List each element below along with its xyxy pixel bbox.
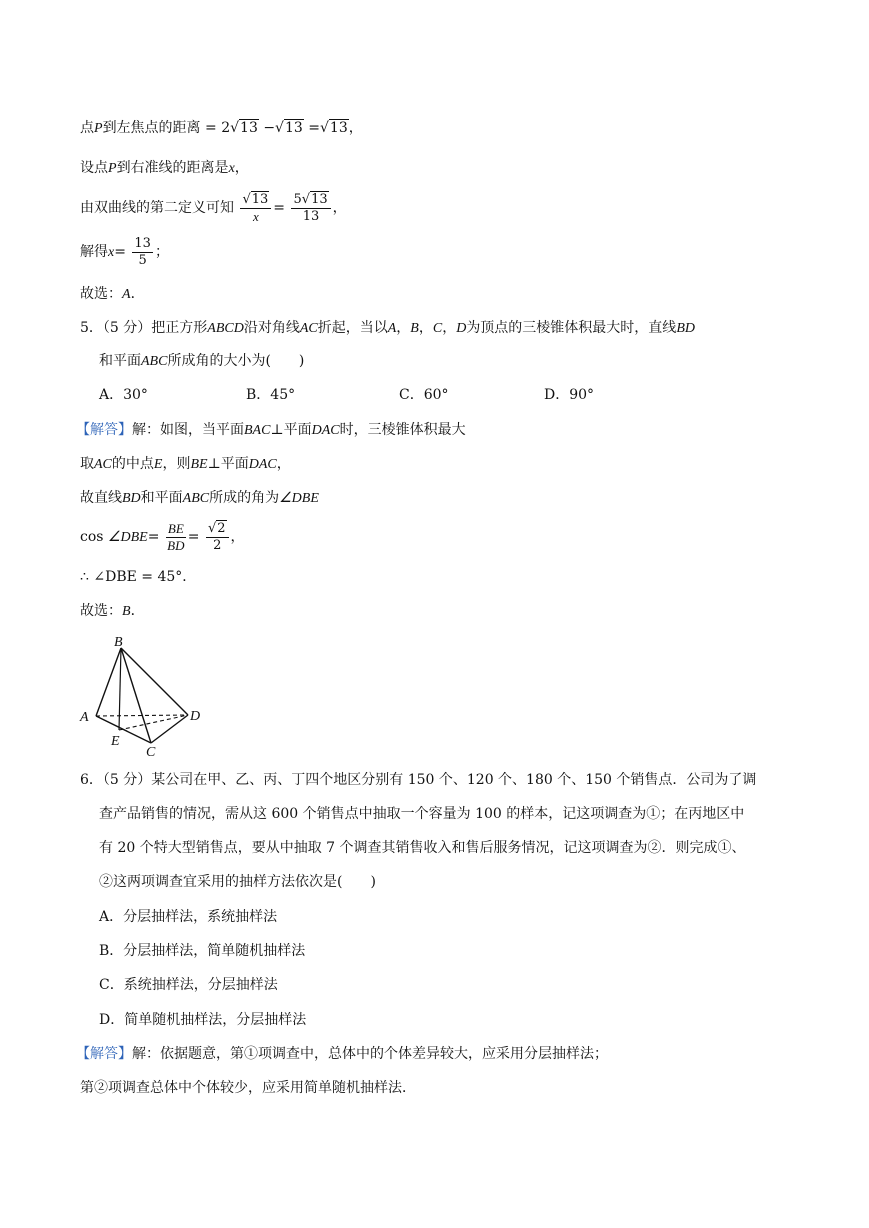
edge-ba bbox=[96, 648, 121, 716]
q5-option-b: B．45° bbox=[246, 387, 296, 403]
q6-stem-line-4: ②这两项调查宜采用的抽样方法依次是( ) bbox=[99, 874, 376, 890]
label-b: B bbox=[114, 635, 123, 650]
fraction: $\frac{BE}{BD}$ bbox=[167, 520, 185, 553]
q5-answer-line-4: cos ∠DBE= $\frac{BE}{BD}$ = $\frac{√2}{2}$ ， bbox=[80, 520, 245, 553]
q6-stem-line-1: 6．（5 分）某公司在甲、乙、丙、丁四个地区分别有 150 个、120 个、180 个、150 个销售点．公司为了调 bbox=[80, 772, 757, 788]
sol4-line-1: 点P到左焦点的距离 = 2√13 −√13 =√13， bbox=[80, 120, 363, 136]
label-d: D bbox=[190, 709, 201, 724]
q5-stem-line-1: 5．（5 分）把正方形ABCD沿对角线AC折起，当以A，B，C，D为顶点的三棱锥体积最大时，直线BD bbox=[80, 320, 695, 336]
q6-option-c: C．系统抽样法，分层抽样法 bbox=[99, 977, 278, 993]
fraction: $\frac{5√13}{13}$ bbox=[291, 192, 330, 225]
answer-tag: 【解答】 bbox=[76, 422, 132, 438]
q6-stem-line-2: 查产品销售的情况，需从这 600 个销售点中抽取一个容量为 100 的样本，记这项调查为①；在丙地区中 bbox=[99, 806, 745, 822]
edge-ac bbox=[96, 716, 151, 743]
label-e: E bbox=[111, 734, 120, 749]
q6-option-a: A．分层抽样法，系统抽样法 bbox=[99, 909, 278, 925]
q5-stem-line-2: 和平面ABC所成角的大小为( ) bbox=[99, 353, 305, 369]
q6-option-d: D．简单随机抽样法，分层抽样法 bbox=[99, 1012, 307, 1028]
q5-answer-line-6: 故选：B． bbox=[80, 603, 145, 619]
fraction: $\frac{13}{5}$ bbox=[134, 235, 151, 268]
fraction: $\frac{√2}{2}$ bbox=[206, 521, 229, 554]
label-a: A bbox=[80, 710, 89, 725]
edge-be bbox=[119, 648, 121, 730]
sol4-line-4: 解得x= $\frac{13}{5}$ ； bbox=[80, 235, 169, 268]
fraction: $\frac{√13}{x}$ bbox=[240, 192, 271, 225]
q6-answer-line-2: 第②项调查总体中个体较少，应采用简单随机抽样法． bbox=[80, 1080, 416, 1096]
q6-answer-line-1: 【解答】解：依据题意，第①项调查中，总体中的个体差异较大，应采用分层抽样法； bbox=[76, 1046, 608, 1062]
q5-answer-line-2: 取AC的中点E，则BE⊥平面DAC， bbox=[80, 456, 291, 472]
q5-answer-line-5: ∴ ∠DBE = 45°． bbox=[80, 569, 197, 585]
sol4-line-2: 设点P到右准线的距离是x， bbox=[80, 160, 249, 176]
sol4-line-3: 由双曲线的第二定义可知 $\frac{√13}{x}$ = $\frac{5√13}{13}$ ， bbox=[80, 191, 347, 224]
q5-answer-line-1: 【解答】解：如图，当平面BAC⊥平面DAC时，三棱锥体积最大 bbox=[76, 422, 466, 438]
pyramid-figure bbox=[76, 634, 216, 760]
q5-answer-line-3: 故直线BD和平面ABC所成的角为∠DBE bbox=[80, 490, 319, 506]
q6-stem-line-3: 有 20 个特大型销售点，要从中抽取 7 个调查其销售收入和售后服务情况，记这项调查为②．则完成①、 bbox=[99, 840, 746, 856]
q5-option-c: C．60° bbox=[399, 387, 449, 403]
answer-tag: 【解答】 bbox=[76, 1046, 132, 1062]
label-c: C bbox=[146, 745, 156, 760]
q6-option-b: B．分层抽样法，简单随机抽样法 bbox=[99, 943, 306, 959]
q5-option-d: D．90° bbox=[544, 387, 595, 403]
q5-option-a: A．30° bbox=[99, 387, 148, 403]
sol4-line-5: 故选：A． bbox=[80, 286, 145, 302]
